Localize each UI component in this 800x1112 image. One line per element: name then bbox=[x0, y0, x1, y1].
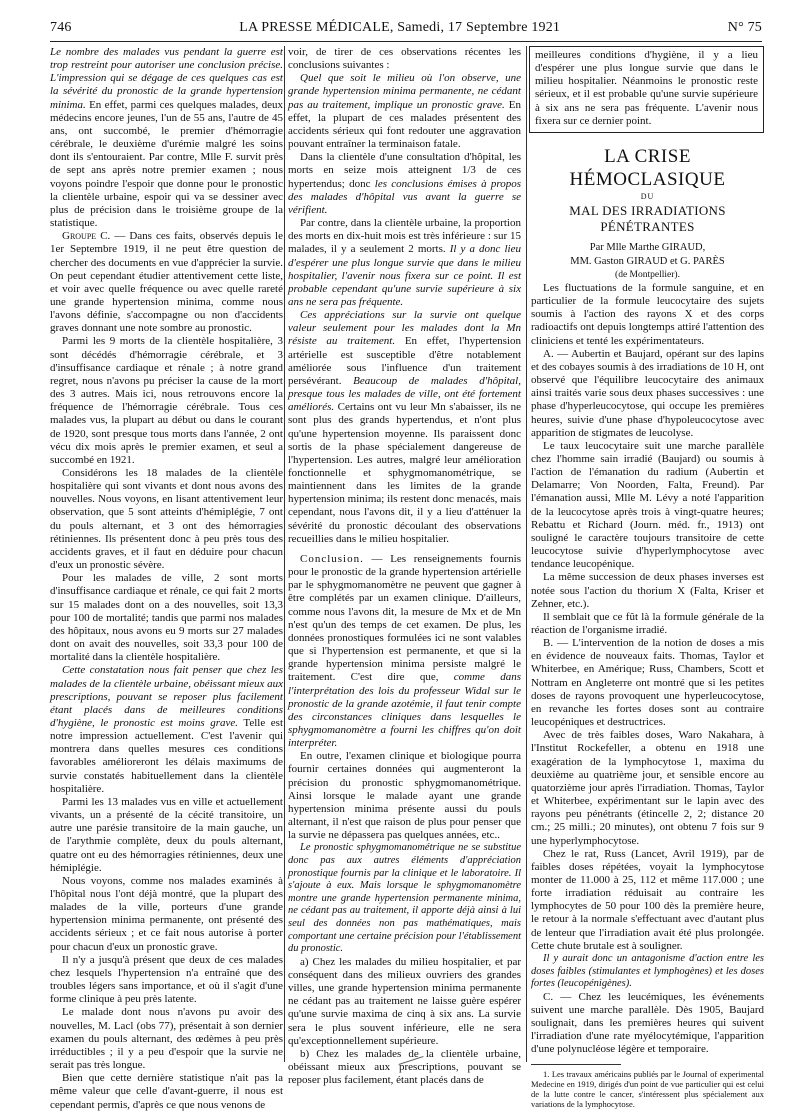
paragraph: En outre, l'examen clinique et biologique pourra fournir certaines données qui augmenteront la précision du pronostic sphygmomanométrique. Ainsi lorsque le malade ayant une grande hypertension minima présente aussi du pouls alternant, il n'est que raison de plus pour penser que la survie ne dépassera pas quelques années, etc.. bbox=[288, 750, 521, 842]
text: — Les renseignements fournis pour le pronostic de la grande hypertension artérielle par le sphygmomanomètre ne peuvent que gagner à être complétés par un examen clinique. D'ailleurs, comme nous l'avons dit, la mesure de Mx et de Mn n'est qu'un des temps de cet examen. De plus, les données pronostiques formulées ici ne sont valables que si l'hypertension est permanente, et que si la grande hypertension minima persiste malgré le traitement. C'est dire que, bbox=[288, 552, 521, 684]
italic-text: les conclusions émises à propos des malades d'hôpital vus avant la guerre se vérifient. bbox=[288, 177, 522, 216]
paragraph: Bien que cette dernière statistique n'ait pas la même valeur que celle d'avant-guerre, il nous est cependant permis, d'après ce que nous venons de bbox=[50, 1072, 283, 1111]
spacer bbox=[288, 546, 521, 553]
section-lead: Groupe C. bbox=[62, 230, 111, 243]
paragraph: b) Chez les malades de la clientèle urbaine, obéissant mieux aux prescriptions, pouvant se reposer plus facilement, étant placés dans de bbox=[288, 1047, 521, 1087]
article-title-connector: DU bbox=[640, 191, 655, 201]
page-number: 746 bbox=[50, 20, 72, 35]
paragraph: C. — Chez les leucémiques, les événements suivent une marche parallèle. Dès 1905, Baujard soulignait, dans les premières heures qui suivent l'irradiation d'une rate myélocytémique, l'apparition d'une polynucléose légère et temporaire. bbox=[531, 990, 764, 1056]
paragraph bbox=[288, 151, 521, 217]
paragraph: Nous voyons, comme nos malades examinés à l'hôpital nous l'ont déjà montré, que la plupart des malades de la ville, porteurs d'une grande hypertension minima permanente, ont présenté des accidents sérieux ; et ce fait nous autorise à porter pour chacun d'eux un pronostic grave. bbox=[50, 874, 283, 953]
column-divider-2 bbox=[526, 46, 527, 1062]
paragraph: Le malade dont nous n'avons pu avoir des nouvelles, M. Lacl (obs 77), présentait à son dernier examen du pouls alternant, des œdèmes à peu près irréductibles ; il y a peu d'espoir que la survie ne serait pas très longue. bbox=[50, 1006, 283, 1072]
paragraph: Il n'y a jusqu'à présent que deux de ces malades chez lesquels l'hypertension n'a entraîné que des troubles légers sans importance, et où il s'agit d'une forme clinique à peu près latente. bbox=[50, 953, 283, 1006]
paragraph: Pour les malades de ville, 2 sont morts d'insuffisance cardiaque et rénale, ce qui fait 2 morts sur 15 malades dont on a des nouvelles, soit 13,3 pour 100 de mortalité; tandis que parmi nos malades des hôpitaux, nous avons eu 9 morts sur 27 malades dont on avait des nouvelles, soit 33,3 pour 100 de mortalité dans la clientèle hospitalière. bbox=[50, 572, 283, 664]
paragraph bbox=[50, 46, 283, 230]
column-3 bbox=[531, 46, 764, 1110]
section-lead: Conclusion. bbox=[300, 552, 364, 565]
text: En effet, l'hypertension artérielle est susceptible d'être notablement améliorée sous l'influence d'un traitement persévérant. bbox=[288, 335, 522, 387]
paragraph: B. — L'intervention de la notion de doses a mis en évidence de nouveaux faits. Thomas, Taylor et Whiterbee, en Amérique; Russ, Chambers, Scott et Nottram en Angleterre ont montré que si les petites doses de rayons provoquent une hyperleucocytose, en revanche les fortes doses sont au contraire leucopéniques et destructrices. bbox=[531, 637, 764, 729]
text: Telle est notre impression actuellement. C'est l'avenir qui montrera dans quelles mesures ces conditions favorables amélioreront les délais maximums de survie constatés habituellement dans la clientèle hospitalière. bbox=[50, 716, 283, 795]
italic-text: comme dans l'interprétation des lois du professeur Widal sur le pronostic de la grande azotémie, il faut tenir compte des circonstances cliniques dans lesquelles le sphygmomanomètre a fourni les chiffres qu'on doit interpréter. bbox=[288, 671, 521, 750]
column-2 bbox=[288, 46, 522, 1087]
byline-authors-2: MM. Gaston GIRAUD et G. PARÈS bbox=[570, 255, 725, 267]
paragraph bbox=[288, 553, 521, 750]
paragraph: meilleures conditions d'hygiène, il y a lieu d'espérer une plus longue survie que dans le milieu hospitalier. Néanmoins le pronostic reste sérieux, et il est probable qu'une survie supérieure à six ans ne sera pas fréquente. L'avenir nous fixera sur ce dernier point. bbox=[535, 49, 758, 127]
text: Dans la clientèle d'une consultation d'hôpital, les morts en seize mois atteignent 1/3 de ces hypertendus; donc bbox=[288, 151, 521, 190]
text: En effet, la plupart de ces malades présentent des accidents sérieux qui font redouter une aggravation pouvant entraîner la terminaison fatale. bbox=[288, 98, 521, 151]
footnote-rule bbox=[531, 1064, 621, 1065]
paragraph bbox=[288, 72, 521, 151]
paragraph: Parmi les 9 morts de la clientèle hospitalière, 3 sont décédés d'hémorragie cérébrale, et 3 d'insuffisance cardiaque et rénale ; à notre grand regret, nous n'avons pu préciser la cause de la mort des 3 autres. Mais ici, nous retrouvons encore la fréquence de l'hémorragie cérébrale. Tous ces malades vus, la plupart au début ou dans le courant de 1920, sont presque tous morts dans l'année, 2 ont vécu dix mois après le premier examen, et seul a succombé en 1921. bbox=[50, 335, 283, 466]
paragraph: Les fluctuations de la formule sanguine, et en particulier de la formule leucocytaire des sujets soumis à l'action des rayons X et des corps radioactifs ont depuis longtemps attiré l'attention des cliniciens et tenté les expérimentateurs. bbox=[531, 281, 764, 347]
paragraph: Avec de très faibles doses, Waro Nakahara, à l'Institut Rockefeller, a obtenu en 1918 une exagération de la lymphocytose 1, maxima du deuxième au quatrième jour, et sensible encore au quatorzième jour après l'irradiation. Thomas, Taylor et Whiterbee, expérimentant sur le lapin avec des rayons peu pénétrants (étincelle 2, 2; distance 20 cm.; 25 milli.; 20 minutes), ont obtenu 7 fois sur 9 une hyperlymphocytose. bbox=[531, 729, 764, 847]
paragraph: La même succession de deux phases inverses est notée sous l'action du thorium X (Falta, Kriser et Zehner, etc.). bbox=[531, 571, 764, 610]
italic-text: Quel que soit le milieu où l'on observe, une grande hypertension minima permanente, ne cédant pas au traitement, implique un pronostic grave. bbox=[288, 72, 521, 111]
column-divider-1 bbox=[284, 46, 285, 1062]
byline-authors-1: Par Mlle Marthe GIRAUD, bbox=[589, 241, 706, 253]
italic-text: Ces appréciations sur la survie ont quelque valeur seulement pour les malades dont la Mn résiste au traitement. bbox=[288, 309, 521, 348]
paragraph bbox=[288, 217, 521, 309]
column-1 bbox=[50, 46, 283, 1111]
paragraph: Parmi les 13 malades vus en ville et actuellement vivants, un a présenté de la cécité transitoire, un autre une parésie transitoire de la main gauche, un de l'arythmie complète, deux du pouls alternant, quatre ont eu des hémorragies rétiniennes, deux une hémiplégie. bbox=[50, 795, 283, 874]
issue-number: N° 75 bbox=[727, 20, 762, 35]
paragraph bbox=[50, 664, 283, 796]
italic-text: Il y a donc lieu d'espérer une plus longue survie que dans le milieu hospitalier, l'avenir nous fixera sur ce point. Il est probable cependant qu'une survie supérieure à six ans ne sera pas fréquente. bbox=[288, 243, 521, 308]
paragraph bbox=[50, 230, 283, 335]
italic-text: Beaucoup de malades d'hôpital, presque tous les malades de ville, ont été fortement améliorés. bbox=[288, 374, 521, 414]
paragraph: Il semblait que ce fût là la formule générale de la réaction de l'organisme irradié. bbox=[531, 610, 764, 636]
paragraph: Chez le rat, Russ (Lancet, Avril 1919), par de faibles doses répétées, voyait la lymphocytose monter de 11.000 à 25, 112 et même 117.000 ; une forte irradiation réduisait au contraire les lymphocytes de 50 pour 100 dès la première heure, le retour à la normale s'effectuant avec d'autant plus de lenteur que l'irradiation avait été plus prolongée. Cette chute brutale est à souligner. bbox=[531, 847, 764, 952]
paragraph: voir, de tirer de ces observations récentes les conclusions suivantes : bbox=[288, 46, 521, 72]
running-header bbox=[50, 20, 762, 36]
paragraph: Considérons les 18 malades de la clientèle hospitalière qui sont vivants et dont nous avons des nouvelles. Nous voyons, en lisant attentivement leur observation, que 5 sont atteints d'hémiplégie, 7 ont du pouls alternant, et 3 ont des hémorragies rétiniennes. Ils présentent donc à peu près tous des accidents graves, et il faut en déduire pour chacun d'eux un pronostic sévère. bbox=[50, 467, 283, 572]
text: Par contre, dans la clientèle urbaine, la proportion des morts en dix-huit mois est très inférieure : sur 15 malades, il y a seulement 2 morts. bbox=[288, 217, 521, 256]
footnote: 1. Les travaux américains publiés par le Journal of experimental Medecine en 1919, dirigés d'un point de vue particulier qui est celui de la lutte contre le cancer, s'intéressent plus spécialement aux variations de la lymphocytose. bbox=[531, 1069, 764, 1110]
paragraph: Le taux leucocytaire suit une marche parallèle chez l'homme sain irradié (Baujard) ou soumis à l'action de l'émanation du radium (Aubertin et Delamarre; Von Noorden, Falta, Freund). Par l'émanation aussi, Mlle M. Lévy a noté l'apparition de la leucocytose après trois à vingt-quatre heures; Rebattu et Richard (Journ. méd. fr., 1913) ont souligné le caractère toujours transitoire de cette leucocytose suivie d'hyperlymphocytose avec tendance leucopénique. bbox=[531, 439, 764, 571]
text: En effet, parmi ces quelques malades, deux médecins encore jeunes, l'un de 55 ans, l'autre de 45 ans, ont succombé, le premier d'hémorragie cérébrale, le deuxième d'urémie malgré les soins dont ils s'entouraient. Par contre, Mlle F. survit près de sept ans après notre premier examen ; nous voyons poindre l'espoir que donne pour le pronostic la clientèle urbaine, espoir qui va se dessiner avec plus de précision dans le troisième groupe de la statistique. bbox=[50, 98, 283, 230]
italic-text: Cette constatation nous fait penser que chez les malades de la clientèle urbaine, obéissant mieux aux prescriptions, pouvant se reposer plus facilement étant placés dans de meilleures conditions d'hygiène, le pronostic est moins grave. bbox=[50, 664, 283, 729]
paragraph: Le pronostic sphygmomanométrique ne se substitue donc pas aux autres éléments d'appréciation pronostique fournis par la clinique et le laboratoire. Il s'ajoute à eux. Mais lorsque le sphygmomanomètre montre une grande hypertension permanente minima, ne cédant pas au traitement, il apporte déjà ainsi à lui seul des données non pas mathématiques, mais comportant une certaine précision pour l'établissement du pronostic. bbox=[288, 842, 521, 955]
paragraph bbox=[288, 309, 521, 546]
text: Certains ont vu leur Mn s'abaisser, ils ne sont plus des grands hypertendus, et n'ont plus qu'une hypertension moyenne. Ils paraissent donc sortis de la phase spécialement dangereuse de l'hypertension. Les autres, malgré leur amélioration fonctionnelle et sphygmomanométrique, se maintiennent dans les limites de la grande hypertension minima; ils restent donc menacés, mais cependant, nous l'avons dit, il y a lieu d'atténuer la sévérité du pronostic découlant des observations recueillies dans le milieu hospitalier. bbox=[288, 401, 521, 545]
article-subtitle: MAL DES IRRADIATIONS PÉNÉTRANTES bbox=[569, 202, 726, 234]
text: — Dans ces faits, observés depuis le 1er Septembre 1919, il ne peut être question de chercher des documents en vue d'apprécier la survie. On peut cependant étudier attentivement cette liste, et voir avec quelle fréquence ou avec quelle rareté une grande hypertension minima, comme nous l'avons définie, s'accompagne ou non d'accidents graves donnant une note sombre au pronostic. bbox=[50, 230, 283, 335]
byline-location: (de Montpellier). bbox=[615, 269, 680, 280]
paragraph: Il y aurait donc un antagonisme d'action entre les doses faibles (stimulantes et lymphogènes) et les doses fortes (leucopénigènes). bbox=[531, 952, 764, 990]
paragraph: a) Chez les malades du milieu hospitalier, et par conséquent dans des milieux ouvriers des grandes villes, une grande hypertension minima permanente ne cédant pas au traitement ne laisse guère espérer qu'une survie maxima de cinq à six ans. La survie sera le plus souvent inférieure, elle ne sera qu'exceptionnellement supérieure. bbox=[288, 955, 521, 1047]
italic-text: Le nombre des malades vus pendant la guerre est trop restreint pour autoriser une conclusion précise. L'impression qui se dégage de ces quelques cas est la sévérité du pronostic de la grande hypertension minima. bbox=[50, 46, 283, 111]
journal-title: LA PRESSE MÉDICALE, Samedi, 17 Septembre 1921 bbox=[239, 20, 561, 35]
continued-text-box bbox=[529, 46, 764, 133]
paragraph: A. — Aubertin et Baujard, opérant sur des lapins et des cobayes soumis à des irradiations de 10 H, ont observé que l'équilibre leucocytaire des animaux ainsi traités varie sous deux phases successives : une phase d'hyperleucocytose, qui occupe les premières heures, suivie d'une phase d'hypoleucocytose avec apparition de stigmates de leucolyse. bbox=[531, 347, 764, 439]
header-rule bbox=[50, 41, 762, 42]
article-title: LA CRISE HÉMOCLASIQUE bbox=[569, 145, 726, 190]
